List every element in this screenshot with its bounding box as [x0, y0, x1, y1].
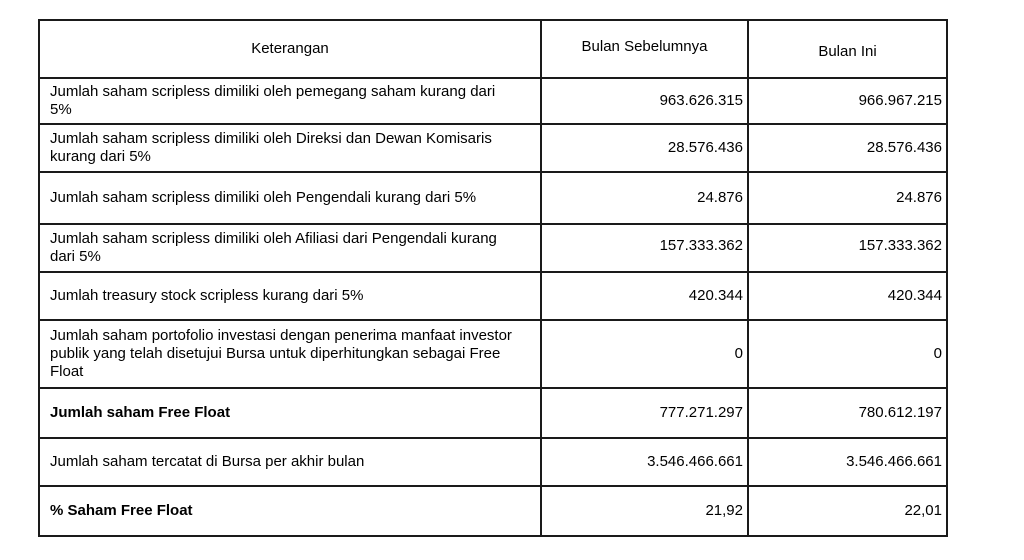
row-label: Jumlah saham Free Float [39, 388, 541, 438]
table-row [39, 438, 947, 486]
row-value-curr: 28.576.436 [748, 124, 947, 172]
row-value-prev: 3.546.466.661 [541, 438, 748, 486]
row-value-curr: 420.344 [748, 272, 947, 320]
row-value-curr: 22,01 [748, 486, 947, 536]
column-header-bulan-ini: Bulan Ini [748, 20, 947, 78]
row-value-curr: 3.546.466.661 [748, 438, 947, 486]
row-value-curr: 966.967.215 [748, 78, 947, 124]
row-value-curr: 780.612.197 [748, 388, 947, 438]
row-label: Jumlah saham scripless dimiliki oleh Afiliasi dari Pengendali kurang dari 5% [39, 224, 541, 272]
row-label: Jumlah saham portofolio investasi dengan penerima manfaat investor publik yang telah disetujui Bursa untuk diperhitungkan sebagai Free Float [39, 320, 541, 388]
table-row [39, 486, 947, 536]
row-value-prev: 420.344 [541, 272, 748, 320]
row-value-curr: 24.876 [748, 172, 947, 224]
row-value-prev: 963.626.315 [541, 78, 748, 124]
row-value-prev: 777.271.297 [541, 388, 748, 438]
table-row [39, 320, 947, 388]
row-label: Jumlah treasury stock scripless kurang dari 5% [39, 272, 541, 320]
row-value-prev: 21,92 [541, 486, 748, 536]
row-value-curr: 0 [748, 320, 947, 388]
free-float-table [38, 19, 948, 537]
column-header-bulan-sebelumnya: Bulan Sebelumnya [541, 20, 748, 78]
row-label: % Saham Free Float [39, 486, 541, 536]
row-value-prev: 157.333.362 [541, 224, 748, 272]
row-label: Jumlah saham scripless dimiliki oleh Direksi dan Dewan Komisaris kurang dari 5% [39, 124, 541, 172]
row-value-curr: 157.333.362 [748, 224, 947, 272]
row-label: Jumlah saham scripless dimiliki oleh pemegang saham kurang dari 5% [39, 78, 541, 124]
row-label: Jumlah saham scripless dimiliki oleh Pengendali kurang dari 5% [39, 172, 541, 224]
table-row [39, 272, 947, 320]
row-label: Jumlah saham tercatat di Bursa per akhir bulan [39, 438, 541, 486]
table-header-row [39, 20, 947, 78]
row-value-prev: 28.576.436 [541, 124, 748, 172]
table-row [39, 172, 947, 224]
table-row [39, 124, 947, 172]
table-row [39, 224, 947, 272]
table-row [39, 388, 947, 438]
table-row [39, 78, 947, 124]
column-header-keterangan: Keterangan [39, 20, 541, 78]
row-value-prev: 0 [541, 320, 748, 388]
row-value-prev: 24.876 [541, 172, 748, 224]
